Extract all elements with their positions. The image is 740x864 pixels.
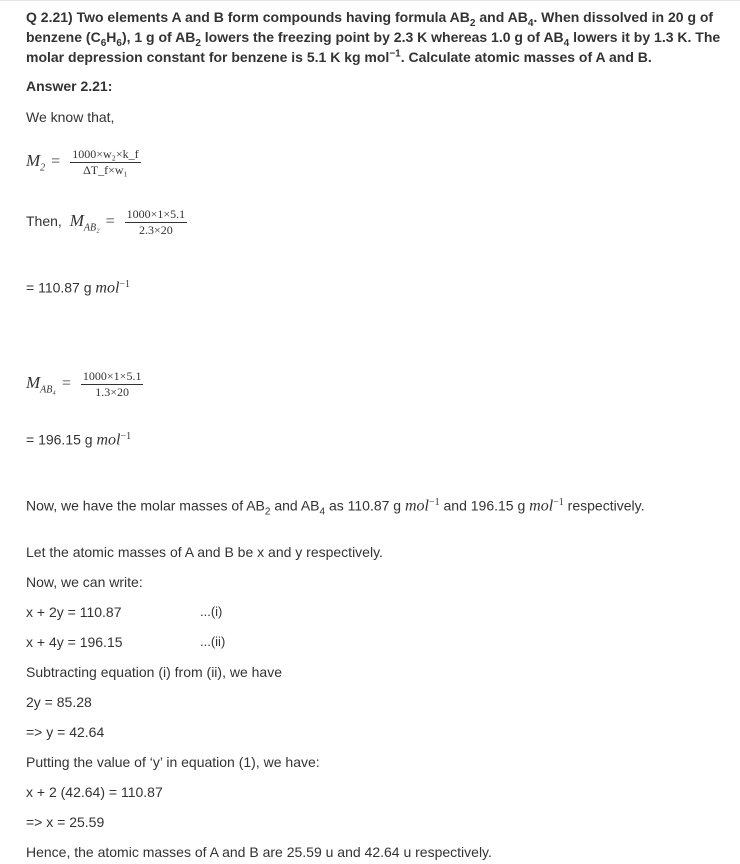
- solution-line: Putting the value of ‘y’ in equation (1), we have:: [26, 754, 320, 770]
- fraction: $\frac{1000\times 1\times 5.1}{2.3\times 20}$: [126, 207, 186, 237]
- we-know-text: We know that,: [26, 109, 115, 125]
- answer-heading: Answer 2.21:: [26, 78, 113, 94]
- fraction: $\frac{\text{1000×w₂×k\_f}}{\text{ΔT\_f×w₁}}$: [72, 147, 139, 177]
- final-answer: Hence, the atomic masses of A and B are 25.59 u and 42.64 u respectively.: [26, 844, 492, 860]
- equation-line: 2y = 85.28: [26, 694, 92, 710]
- result-ab2: = 110.87 g mol$^{-1}$: [26, 279, 131, 297]
- equation-tag: ...(i): [200, 604, 223, 619]
- equation-line: => x = 25.59: [26, 814, 105, 830]
- equation-line: x + 4y = 196.15: [26, 634, 123, 650]
- question-text: Q 2.21) Two elements A and B form compounds having formula $AB_2$ and $AB_4$. When dissolved in 20 g of benzene $(C_6H_6)$, 1 g of $AB_2$ lowers the freezing point by 2.3 K whereas 1.0 g of $AB_4$ lowers it by 1.3 K. The molar depression constant for benzene is 5.1 K kg mol$^{-1}$. Calculate atomic masses of A and B.: [26, 9, 721, 65]
- formula-m-ab4: $M_{AB_4}$ = $\frac{1000\times 1\times 5.1}{1.3\times 20}$: [26, 369, 142, 399]
- equation-line: => y = 42.64: [26, 724, 105, 740]
- molar-mass-summary: Now, we have the molar masses of $AB_2$ and $AB_4$ as 110.87 g mol$^{-1}$ and 196.15 g mol$^{-1}$ respectively.: [26, 497, 645, 518]
- solution-line: Subtracting equation (i) from (ii), we have: [26, 664, 282, 680]
- fraction: $\frac{1000\times 1\times 5.1}{1.3\times 20}$: [82, 369, 142, 399]
- solution-line: Now, we can write:: [26, 574, 143, 590]
- equation-tag: ...(ii): [200, 634, 226, 649]
- formula-molar-mass: $M_2$ = $\frac{\text{1000×w₂×k\_f}}{\text{ΔT\_f×w₁}}$: [26, 147, 139, 177]
- top-divider: [0, 0, 740, 1]
- solution-line: Let the atomic masses of A and B be x and y respectively.: [26, 544, 383, 560]
- formula-m-ab2: Then, $M_{AB_2}$ = $\frac{1000\times 1\times 5.1}{2.3\times 20}$: [26, 207, 186, 237]
- equation-line: x + 2 (42.64) = 110.87: [26, 784, 163, 800]
- result-ab4: = 196.15 g mol$^{-1}$: [26, 431, 132, 449]
- equation-line: x + 2y = 110.87: [26, 604, 122, 620]
